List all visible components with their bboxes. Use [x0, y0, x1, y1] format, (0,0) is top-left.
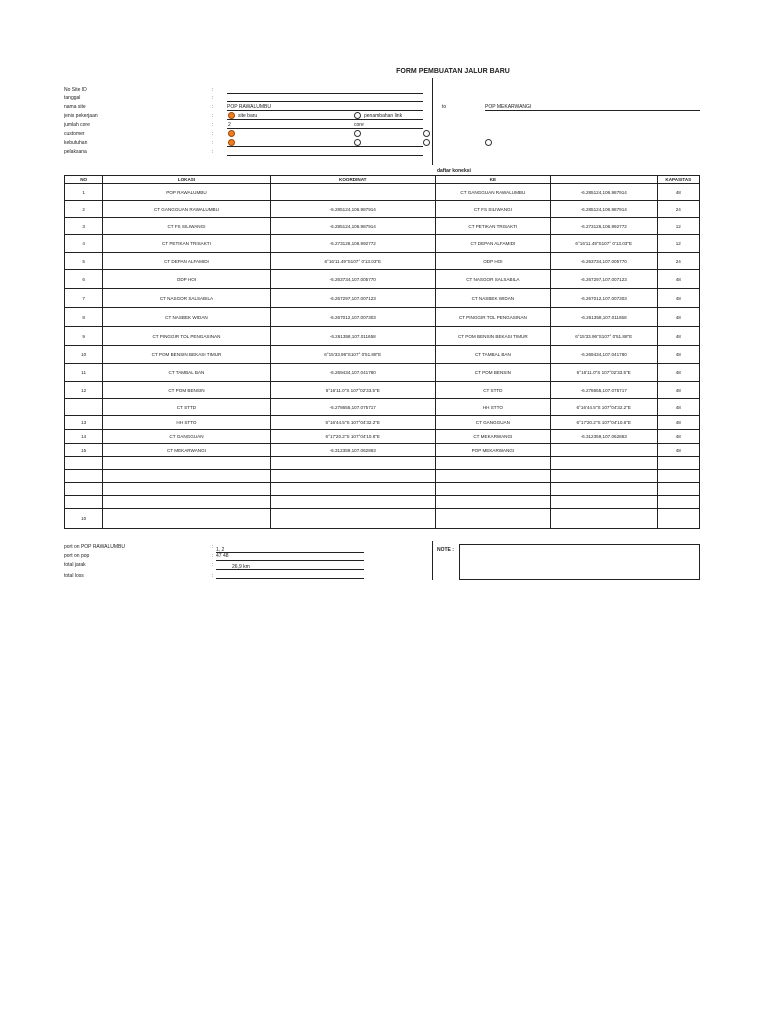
cell-lokasi — [103, 457, 270, 470]
cell-koordinat-ke: -6.267012,107.007303 — [550, 289, 657, 308]
cell-koordinat-ke: -6.285124,106.987914 — [550, 201, 657, 218]
colon: : — [212, 562, 214, 568]
to-site-value: POP MEKARWANGI — [485, 104, 532, 110]
colon: : — [212, 544, 214, 550]
cell-kapasitas — [657, 496, 699, 509]
site-baru-radio[interactable] — [228, 112, 235, 119]
cell-lokasi: CT MEKARWANGI — [103, 444, 270, 457]
cell-koordinat-ke — [550, 470, 657, 483]
colon: : — [212, 131, 214, 137]
cell-koordinat-ke: -6.273126,106.992772 — [550, 218, 657, 235]
label-site-id: No Site ID — [64, 87, 87, 93]
table-row — [65, 346, 700, 364]
cell-ke: CT FS SILIWANGI — [435, 201, 550, 218]
cell-koordinat: -6.263734,107.005770 — [270, 270, 435, 289]
cell-koordinat: -6.273126,106.992772 — [270, 235, 435, 253]
cell-koordinat: 6°16'11.49"S107° 0'13.03"E — [270, 253, 435, 270]
cell-no: 15 — [65, 444, 103, 457]
cell-koordinat: -6.312359,107.062863 — [270, 444, 435, 457]
cell-lokasi: ODP HOI — [103, 270, 270, 289]
tanggal-field[interactable] — [227, 101, 423, 102]
cell-kapasitas: 24 — [657, 201, 699, 218]
cell-no: 5 — [65, 253, 103, 270]
cell-ke — [435, 457, 550, 470]
cell-no: 9 — [65, 327, 103, 346]
cell-koordinat: 6°15'33.96"S107° 0'51.88"E — [270, 346, 435, 364]
cell-ke — [435, 483, 550, 496]
customer-radio-3[interactable] — [423, 130, 430, 137]
to-label: to — [442, 104, 447, 110]
cell-koordinat-ke: -6.312359,107.062863 — [550, 430, 657, 444]
table-row — [65, 218, 700, 235]
cell-kapasitas: 48 — [657, 289, 699, 308]
cell-kapasitas: 48 — [657, 346, 699, 364]
header-lokasi: LOKASI — [103, 176, 270, 184]
cell-lokasi — [103, 470, 270, 483]
cell-koordinat — [270, 483, 435, 496]
colon: : — [212, 95, 214, 101]
cell-koordinat-ke: -6.269434,107.041780 — [550, 346, 657, 364]
cell-koordinat: 6°16'11.0"S 107°02'33.5"E — [270, 382, 435, 399]
cell-koordinat-ke: 6°16'44.5"S 107°04'32.2"E — [550, 399, 657, 416]
footer-divider — [432, 541, 433, 580]
table-row — [65, 382, 700, 399]
cell-kapasitas: 48 — [657, 382, 699, 399]
note-box[interactable] — [459, 544, 700, 580]
cell-no: 1 — [65, 184, 103, 201]
cell-kapasitas — [657, 470, 699, 483]
cell-no: 6 — [65, 270, 103, 289]
cell-kapasitas — [657, 483, 699, 496]
cell-kapasitas: 48 — [657, 364, 699, 382]
port-pop-field[interactable] — [216, 560, 364, 561]
colon: : — [212, 149, 214, 155]
jenis-pekerjaan-line — [227, 119, 423, 120]
cell-lokasi — [103, 483, 270, 496]
cell-no — [65, 496, 103, 509]
header-ke: KE — [435, 176, 550, 184]
cell-no: 2 — [65, 201, 103, 218]
cell-no — [65, 470, 103, 483]
table-row — [65, 496, 700, 509]
cell-ke: ODP HOI — [435, 253, 550, 270]
label-total-jarak: total jarak — [64, 562, 86, 568]
table-row — [65, 509, 700, 529]
jumlah-core-field[interactable] — [227, 128, 423, 129]
table-row — [65, 483, 700, 496]
cell-koordinat: -6.261358,107.011658 — [270, 327, 435, 346]
label-customer: customer — [64, 131, 85, 137]
cell-koordinat-ke — [550, 496, 657, 509]
label-kebutuhan: kebutuhan — [64, 140, 88, 146]
cell-koordinat: 6°17'20.2"S 107°04'10.6"E — [270, 430, 435, 444]
cell-ke: CT PINGGIR TOL PENGASINAN — [435, 308, 550, 327]
cell-no — [65, 457, 103, 470]
cell-kapasitas — [657, 457, 699, 470]
cell-no: 8 — [65, 308, 103, 327]
table-row — [65, 184, 700, 201]
cell-no: 10 — [65, 346, 103, 364]
cell-lokasi — [103, 496, 270, 509]
cell-koordinat — [270, 496, 435, 509]
cell-ke: CT STTD — [435, 382, 550, 399]
cell-lokasi: CT FS SILIWANGI — [103, 218, 270, 235]
daftar-koneksi-label: daftar koneksi — [437, 168, 471, 174]
cell-koordinat: -6.269434,107.041780 — [270, 364, 435, 382]
cell-ke: CT POM BENSIN — [435, 364, 550, 382]
cell-no: 13 — [65, 416, 103, 430]
label-port-rawalumbu: port on POP RAWALUMBU — [64, 544, 125, 550]
table-row — [65, 201, 700, 218]
cell-ke: CT NASBEK WIDAN — [435, 289, 550, 308]
cell-lokasi: HH STTO — [103, 416, 270, 430]
cell-lokasi: POP RAWALUMBU — [103, 184, 270, 201]
cell-ke: CT GANGGUAN — [435, 416, 550, 430]
cell-kapasitas: 12 — [657, 235, 699, 253]
cell-koordinat: -6.285124,106.987914 — [270, 201, 435, 218]
cell-no: 11 — [65, 364, 103, 382]
kebutuhan-radio-2[interactable] — [354, 139, 361, 146]
cell-lokasi — [103, 509, 270, 529]
cell-ke: POP MEKARWANGI — [435, 444, 550, 457]
total-loss-field[interactable] — [216, 578, 364, 579]
connection-table — [64, 175, 700, 529]
header-koordinat-ke — [550, 176, 657, 184]
cell-koordinat-ke: -6.261358,107.011658 — [550, 308, 657, 327]
cell-koordinat-ke: 6°16'11.49"S107° 0'13.03"E — [550, 235, 657, 253]
to-site-field[interactable] — [485, 110, 700, 111]
table-row — [65, 430, 700, 444]
pelaksana-field[interactable] — [227, 155, 423, 156]
cell-lokasi: CT STTD — [103, 399, 270, 416]
table-row — [65, 253, 700, 270]
penambahan-link-radio[interactable] — [354, 112, 361, 119]
cell-koordinat-ke — [550, 483, 657, 496]
cell-lokasi: CT PINGGIR TOL PENGASINAN — [103, 327, 270, 346]
cell-koordinat: -6.267012,107.007303 — [270, 308, 435, 327]
cell-kapasitas: 48 — [657, 416, 699, 430]
header-kapasitas: KAPASITAS — [657, 176, 699, 184]
colon: : — [212, 113, 214, 119]
cell-koordinat-ke — [550, 444, 657, 457]
table-row — [65, 308, 700, 327]
nama-site-field[interactable] — [227, 110, 423, 111]
cell-koordinat-ke: -6.285124,106.987914 — [550, 184, 657, 201]
cell-koordinat-ke: 6°16'11.0"S 107°02'33.5"E — [550, 364, 657, 382]
cell-ke: HH STTO — [435, 399, 550, 416]
header-no: NO — [65, 176, 103, 184]
kebutuhan-line — [227, 146, 423, 147]
label-jenis-pekerjaan: jenis pekerjaan — [64, 113, 98, 119]
cell-kapasitas: 48 — [657, 399, 699, 416]
table-row — [65, 444, 700, 457]
cell-lokasi: CT GANGGUAN — [103, 430, 270, 444]
table-row — [65, 289, 700, 308]
cell-ke: CT TAMBAL BAN — [435, 346, 550, 364]
cell-koordinat: -6.267297,107.007123 — [270, 289, 435, 308]
header-koordinat: KOORDINAT — [270, 176, 435, 184]
cell-lokasi: CT PETIKAN TRISAKTI — [103, 235, 270, 253]
table-row — [65, 235, 700, 253]
colon: : — [212, 104, 214, 110]
kebutuhan-radio-1[interactable] — [228, 139, 235, 146]
label-tanggal: tanggal — [64, 95, 81, 101]
colon: : — [212, 140, 214, 146]
cell-koordinat-ke — [550, 457, 657, 470]
colon: : — [212, 573, 214, 579]
jumlah-core-value: 2 — [228, 122, 231, 128]
cell-lokasi: CT TAMBAL BAN — [103, 364, 270, 382]
table-header — [65, 176, 700, 184]
cell-no: 3 — [65, 218, 103, 235]
cell-kapasitas: 48 — [657, 270, 699, 289]
cell-lokasi: CT POM BENSIN BEKASI TIMUR — [103, 346, 270, 364]
cell-kapasitas: 48 — [657, 444, 699, 457]
cell-no: 10 — [65, 509, 103, 529]
table-row — [65, 457, 700, 470]
cell-ke: CT GANGGUAN RAWALUMBU — [435, 184, 550, 201]
core-unit: core — [354, 122, 364, 128]
cell-koordinat — [270, 509, 435, 529]
cell-lokasi: CT DEPAN ALFAMIDI — [103, 253, 270, 270]
cell-koordinat: -6.285124,106.987914 — [270, 218, 435, 235]
cell-ke: CT NASGOR SALSABILA — [435, 270, 550, 289]
cell-no: 14 — [65, 430, 103, 444]
label-jumlah-core: jumlah core — [64, 122, 90, 128]
cell-no: 7 — [65, 289, 103, 308]
cell-ke: CT MEKARWANGI — [435, 430, 550, 444]
kebutuhan-radio-4[interactable] — [485, 139, 492, 146]
form-divider — [432, 78, 433, 165]
table-row — [65, 470, 700, 483]
table-row — [65, 327, 700, 346]
cell-lokasi: CT NASGOR SALSABILA — [103, 289, 270, 308]
cell-lokasi: CT GANGGUAN RAWALUMBU — [103, 201, 270, 218]
cell-koordinat: -6.278655,107.075717 — [270, 399, 435, 416]
cell-koordinat: 6°16'44.5"S 107°04'32.2"E — [270, 416, 435, 430]
cell-lokasi: CT POM BENSIN — [103, 382, 270, 399]
penambahan-link-label: penambahan link — [364, 113, 403, 119]
cell-koordinat-ke — [550, 509, 657, 529]
label-port-pop: port on pop — [64, 553, 90, 559]
cell-lokasi: CT NASBEK WIDAN — [103, 308, 270, 327]
total-jarak-value: 26,9 km — [232, 564, 250, 570]
cell-ke — [435, 509, 550, 529]
port-rawalumbu-field[interactable] — [216, 552, 364, 553]
cell-ke: CT POM BENSIN BEKASI TIMUR — [435, 327, 550, 346]
customer-radio-2[interactable] — [354, 130, 361, 137]
cell-koordinat — [270, 470, 435, 483]
table-row — [65, 399, 700, 416]
colon: : — [212, 553, 214, 559]
cell-ke: CT DEPAN ALFAMIDI — [435, 235, 550, 253]
cell-koordinat-ke: 6°17'20.2"S 107°04'10.6"E — [550, 416, 657, 430]
cell-kapasitas: 12 — [657, 218, 699, 235]
cell-koordinat — [270, 457, 435, 470]
table-row — [65, 364, 700, 382]
cell-koordinat-ke: -6.278655,107.075717 — [550, 382, 657, 399]
cell-kapasitas: 48 — [657, 430, 699, 444]
label-nama-site: nama site — [64, 104, 86, 110]
cell-koordinat-ke: 6°15'33.96"S107° 0'51.88"E — [550, 327, 657, 346]
cell-ke: CT PETIKAN TRISAKTI — [435, 218, 550, 235]
cell-ke — [435, 470, 550, 483]
label-pelaksana: pelaksana — [64, 149, 87, 155]
cell-kapasitas — [657, 509, 699, 529]
cell-no — [65, 399, 103, 416]
colon: : — [212, 87, 214, 93]
cell-kapasitas: 48 — [657, 308, 699, 327]
customer-radio-1[interactable] — [228, 130, 235, 137]
cell-no: 4 — [65, 235, 103, 253]
form-title: FORM PEMBUATAN JALUR BARU — [396, 68, 510, 75]
note-label: NOTE : — [437, 547, 454, 553]
cell-no: 12 — [65, 382, 103, 399]
cell-koordinat — [270, 184, 435, 201]
total-jarak-field[interactable] — [216, 569, 364, 570]
colon: : — [212, 122, 214, 128]
kebutuhan-radio-3[interactable] — [423, 139, 430, 146]
site-baru-label: site baru — [238, 113, 258, 119]
port-pop-value: 47 48 — [216, 553, 229, 559]
label-total-loss: total loss — [64, 573, 84, 579]
cell-no — [65, 483, 103, 496]
table-row — [65, 270, 700, 289]
site-id-field[interactable] — [227, 93, 423, 94]
cell-kapasitas: 48 — [657, 327, 699, 346]
cell-koordinat-ke: -6.263734,107.005770 — [550, 253, 657, 270]
nama-site-value: POP RAWALUMBU — [227, 104, 271, 110]
cell-ke — [435, 496, 550, 509]
port-rawalumbu-value: 1, 2 — [216, 547, 225, 553]
table-row — [65, 416, 700, 430]
cell-koordinat-ke: -6.267297,107.007123 — [550, 270, 657, 289]
cell-kapasitas: 48 — [657, 184, 699, 201]
cell-kapasitas: 24 — [657, 253, 699, 270]
